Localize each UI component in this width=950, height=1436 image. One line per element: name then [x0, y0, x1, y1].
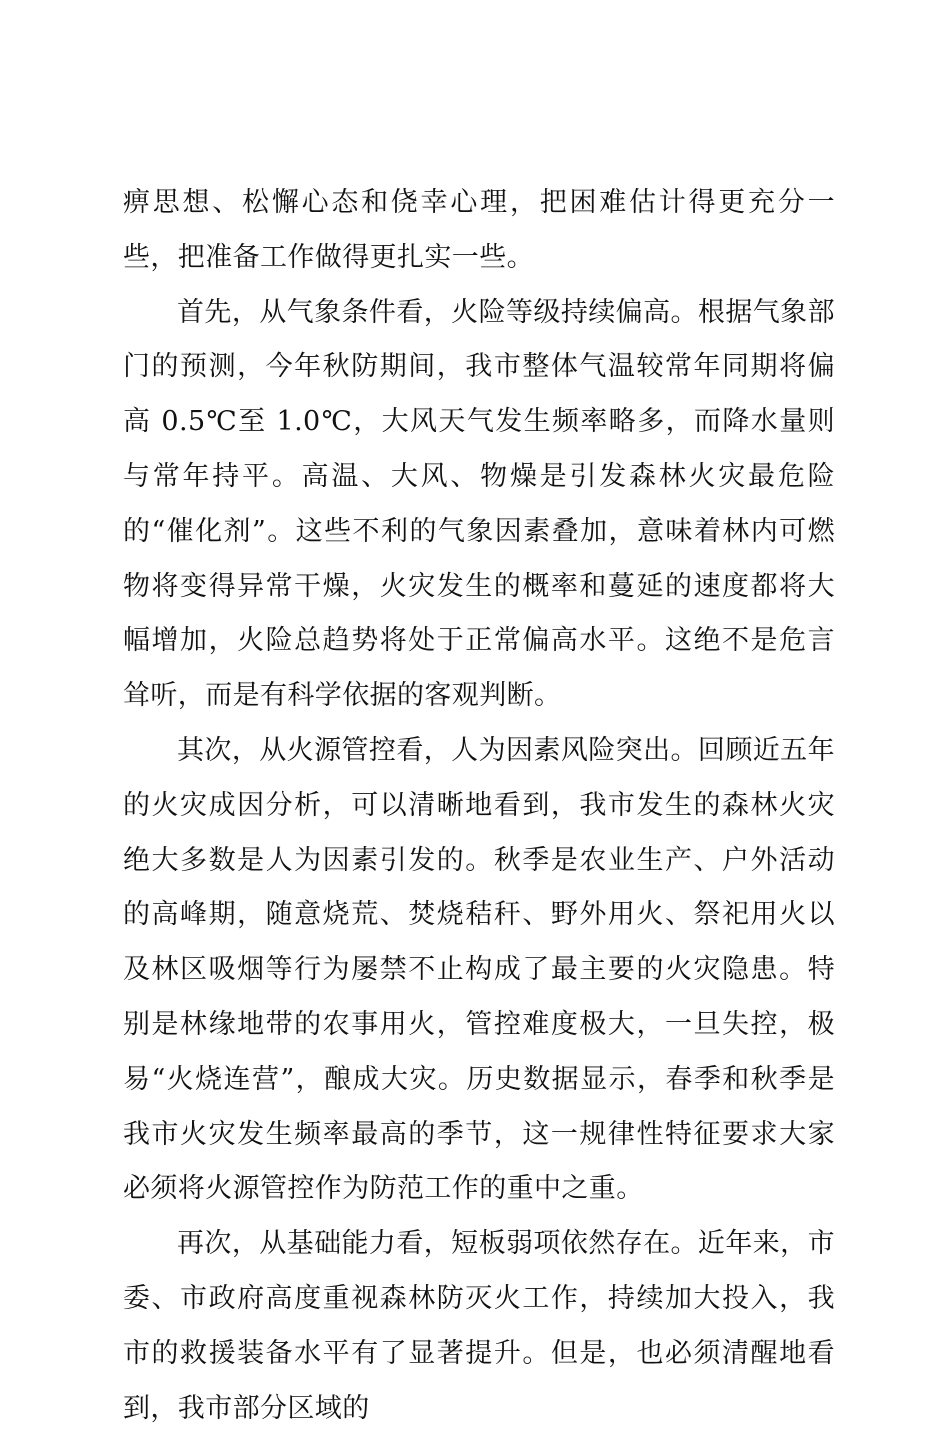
paragraph-basic-capacity: 再次，从基础能力看，短板弱项依然存在。近年来，市委、市政府高度重视森林防灭火工作，持续加大投入，我市的救援装备水平有了显著提升。但是，也必须清醒地看到，我市部分区域的 [123, 1228, 835, 1424]
paragraph-fire-source-control: 其次，从火源管控看，人为因素风险突出。回顾近五年的火灾成因分析，可以清晰地看到，我市发生的森林火灾绝大多数是人为因素引发的。秋季是农业生产、户外活动的高峰期，随意烧荒、焚烧秸秆、野外用火、祭祀用火以及林区吸烟等行为屡禁不止构成了最主要的火灾隐患。特别是林缘地带的农事用火，管控难度极大，一旦失控，极易“火烧连营”，酿成大灾。历史数据显示，春季和秋季是我市火灾发生频率最高的季节，这一规律性特征要求大家必须将火源管控作为防范工作的重中之重。 [123, 734, 835, 1205]
paragraph-continuation: 痹思想、松懈心态和侥幸心理，把困难估计得更充分一些，把准备工作做得更扎实一些。 [123, 187, 835, 273]
document-body [123, 176, 835, 1436]
paragraph-weather-conditions: 首先，从气象条件看，火险等级持续偏高。根据气象部门的预测，今年秋防期间，我市整体气温较常年同期将偏高 0.5℃至 1.0℃，大风天气发生频率略多，而降水量则与常年持平。高温、大风、物燥是引发森林火灾最危险的“催化剂”。这些不利的气象因素叠加，意味着林内可燃物将变得异常干燥，火灾发生的概率和蔓延的速度都将大幅增加，火险总趋势将处于正常偏高水平。这绝不是危言耸听，而是有科学依据的客观判断。 [123, 296, 835, 712]
